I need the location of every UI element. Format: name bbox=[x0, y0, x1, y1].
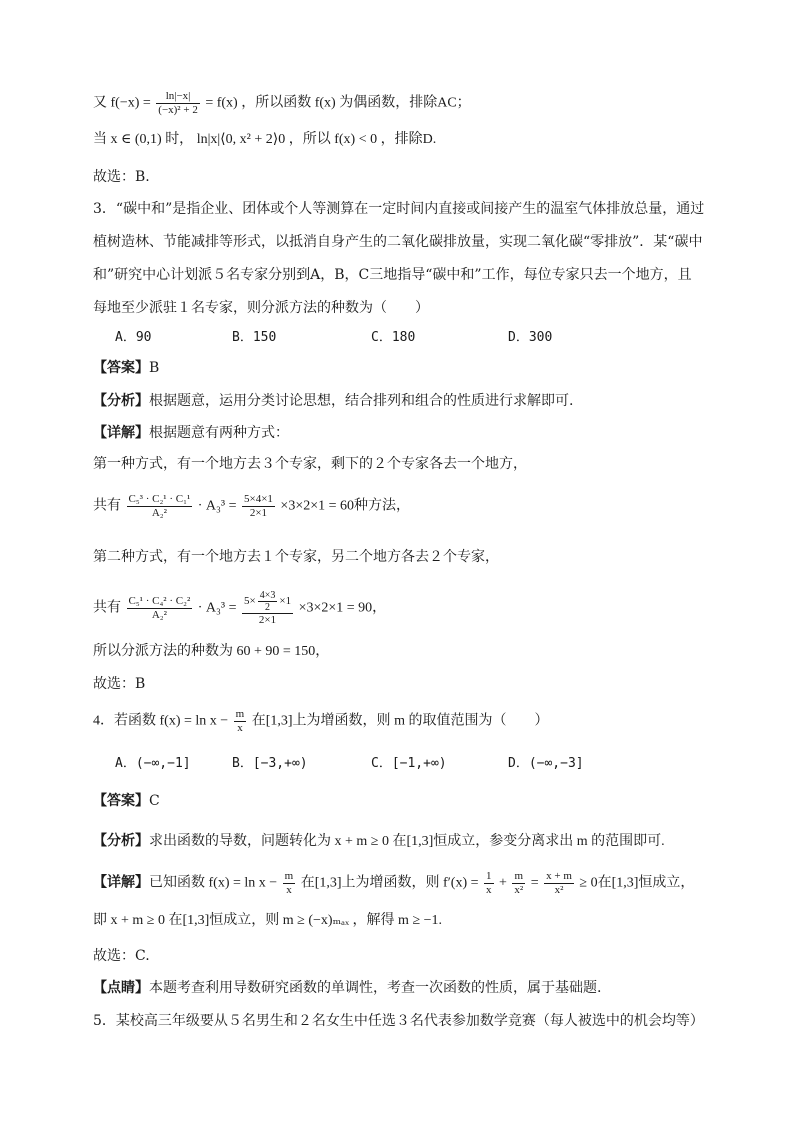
fraction: $\frac{\text{C₅¹ · C₄² · C₂²}}{\text{A₂²}}$ bbox=[128, 595, 191, 621]
line-even-function bbox=[93, 90, 471, 117]
nested-fraction: 5× $\frac{4\times 3}{2}$ ×1 2×1 bbox=[244, 590, 292, 626]
line-range-check: 当 x ∈ (0,1) 时， ln|x|⟨0, x² + 2⟩0 ，所以 f(x) < 0 ，排除D. bbox=[93, 132, 437, 147]
text: ，所以函数 bbox=[241, 95, 312, 111]
fraction: $\frac{\ln|-x|}{\text{(−x)² + 2}}$ bbox=[158, 90, 198, 116]
detail-tag: 【详解】 bbox=[93, 425, 149, 441]
option-b: B．[−3,+∞) bbox=[232, 756, 308, 771]
math-expr: = f(x) bbox=[205, 95, 238, 111]
comment-tag: 【点睛】 bbox=[93, 980, 149, 996]
fraction: $\frac{\text{C₅³ · C₂¹ · C₁¹}}{\text{A₂²}}$ bbox=[128, 493, 191, 519]
question-3-text: 3．“碳中和”是指企业、团体或个人等测算在一定时间内直接或间接产生的温室气体排放总量，通过植树造林、节能减排等形式，以抵消自身产生的二氧化碳排放量，实现二氧化碳“零排放”．某“碳中和”研究中心计划派５名专家分别到A，B，C三地指导“碳中和”工作，每位专家只去一个地方，且每地至少派驻１名专家，则分派方法的种数为（ ） bbox=[93, 201, 705, 316]
math-expr: f(x) bbox=[314, 95, 336, 111]
analysis-tag: 【分析】 bbox=[93, 834, 149, 849]
total-line: 所以分派方法的种数为 60 + 90 = 150， bbox=[93, 644, 330, 659]
detail-3: 【详解】根据题意有两种方式： bbox=[93, 425, 289, 441]
answer-tag: 【答案】 bbox=[93, 793, 149, 809]
answer-value: B bbox=[149, 360, 160, 376]
fraction: $\frac{5\times 4\times 1}{2\times 1}$ bbox=[244, 493, 273, 519]
detail-4-line-2: 即 x + m ≥ 0 在[1,3]恒成立，则 m ≥ (−x)ₘₐₓ ，解得 m ≥ −1. bbox=[93, 913, 443, 928]
option-c: C．[−1,+∞) bbox=[371, 756, 447, 771]
choose-line-b: 故选：B. bbox=[93, 169, 150, 185]
option-d: D．(−∞,−3] bbox=[508, 756, 584, 771]
answer-3 bbox=[93, 358, 159, 378]
option-a: A．(−∞,−1] bbox=[115, 756, 191, 771]
answer-value: C bbox=[149, 793, 160, 809]
answer-tag: 【答案】 bbox=[93, 360, 149, 376]
calc-1: 共有 $\frac{\text{C₅³ · C₂¹ · C₁¹}}{\text{A₂²}}$ · A₃³ = $\frac{5\times 4\times 1}{2\times 1}$ ×3×2×1 = 60种方法， bbox=[93, 493, 411, 519]
option-a: A．90 bbox=[115, 330, 152, 345]
way-1: 第一种方式，有一个地方去３个专家，剩下的２个专家各去一个地方， bbox=[93, 456, 527, 472]
fraction: $\frac{m}{x}$ bbox=[235, 708, 245, 734]
text: 又 bbox=[93, 95, 107, 111]
calc-2: 共有 $\frac{\text{C₅¹ · C₄² · C₂²}}{\text{A₂²}}$ · A₃³ = 5× $\frac{4\times 3}{2}$ ×1 2×1 ×3×2×1 = 90， bbox=[93, 590, 387, 626]
way-2: 第二种方式，有一个地方去１个专家，另二个地方各去２个专家， bbox=[93, 549, 499, 565]
math-expr: f(−x) = bbox=[110, 95, 151, 111]
choose-line-4: 故选：C. bbox=[93, 948, 150, 964]
option-c: C．180 bbox=[371, 330, 416, 345]
detail-4: 【详解】已知函数 f(x) = ln x − $\frac{m}{x}$ 在[1,3]上为增函数，则 f′(x) = $\frac{1}{x}$ + $\frac{m}{\text{x²}}$ = $\frac{x + m}{\text{x²}}$ ≥ 0在[1,3]恒成立， bbox=[93, 870, 695, 896]
choose-line-3: 故选：B bbox=[93, 676, 146, 692]
analysis-tag: 【分析】 bbox=[93, 393, 149, 409]
option-d: D．300 bbox=[508, 330, 553, 345]
option-b: B．150 bbox=[232, 330, 277, 345]
analysis-3: 【分析】根据题意，运用分类讨论思想，结合排列和组合的性质进行求解即可. bbox=[93, 393, 574, 409]
text: 为偶函数，排除AC； bbox=[339, 95, 471, 111]
answer-4 bbox=[93, 791, 160, 811]
question-4-text: 4．若函数 f(x) = ln x − $\frac{m}{x}$ 在[1,3]上为增函数，则 m 的取值范围为（ ） bbox=[93, 708, 549, 734]
analysis-4: 【分析】求出函数的导数，问题转化为 x + m ≥ 0 在[1,3]恒成立，参变分离求出 m 的范围即可. bbox=[93, 834, 665, 849]
question-5-text: 5．某校高三年级要从５名男生和２名女生中任选３名代表参加数学竞赛（每人被选中的机会均等） bbox=[93, 1013, 704, 1029]
comment-4: 【点睛】本题考查利用导数研究函数的单调性，考查一次函数的性质，属于基础题. bbox=[93, 980, 602, 996]
detail-tag: 【详解】 bbox=[93, 875, 149, 891]
